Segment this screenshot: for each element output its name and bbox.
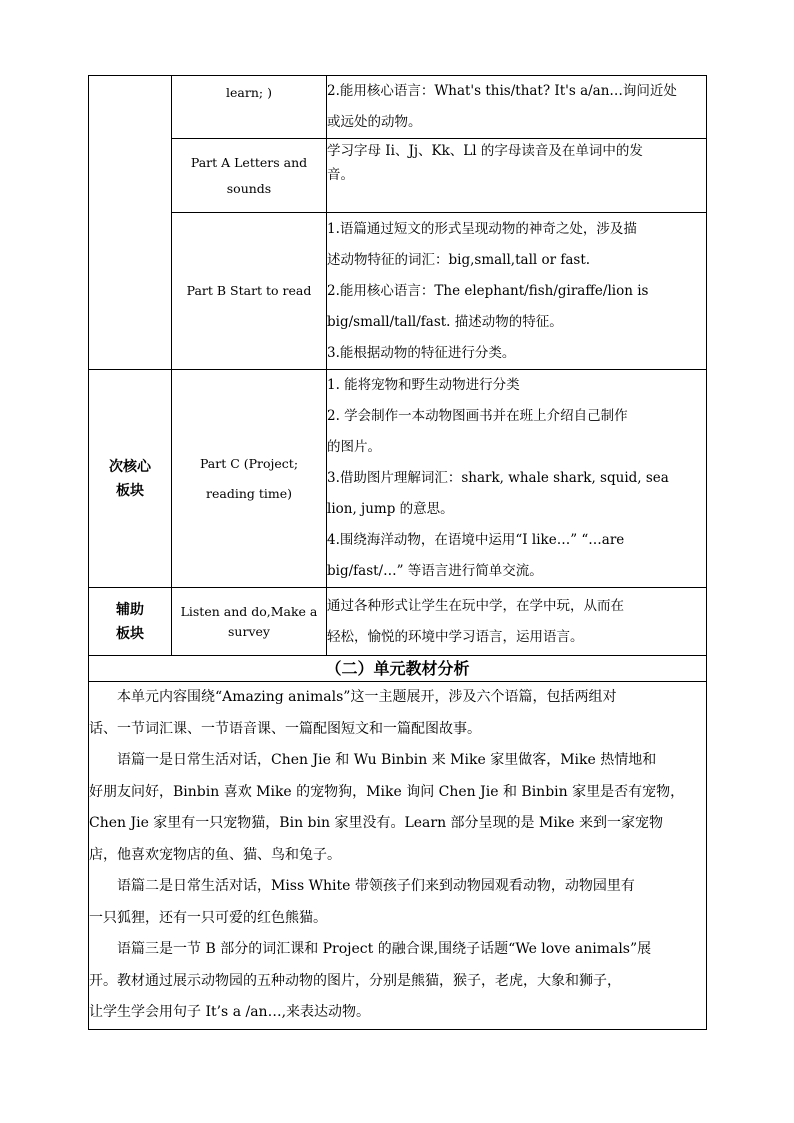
- block-label-cell: [89, 76, 172, 370]
- part-text: Listen and do,Make a: [180, 603, 318, 619]
- block-label: 板块: [116, 625, 144, 642]
- content-line: 音。: [327, 167, 354, 183]
- content-line: 3.能根据动物的特征进行分类。: [327, 344, 516, 361]
- content-cell: [327, 588, 707, 656]
- content-line: big/small/tall/fast. 描述动物的特征。: [327, 313, 563, 330]
- content-line: 4.围绕海洋动物，在语境中运用“I like…” “…are: [327, 532, 625, 548]
- paragraph-line: 语篇三是一节 B 部分的词汇课和 Project 的融合课,围绕子话题“We love animals”展: [117, 941, 652, 957]
- section-title: （二）单元教材分析: [89, 656, 707, 682]
- paragraph-line: 让学生学会用句子 It’s a /an…,来表达动物。: [89, 1004, 371, 1020]
- paragraph-line: 语篇二是日常生活对话，Miss White 带领孩子们来到动物园观看动物，动物园里有: [117, 878, 635, 894]
- paragraph-line: Chen Jie 家里有一只宠物猫，Bin bin 家里没有。Learn 部分呈现的是 Mike 来到一家宠物: [89, 815, 664, 831]
- paragraph-line: 开。教材通过展示动物园的五种动物的图片，分别是熊猫，猴子，老虎，大象和狮子，: [89, 972, 621, 989]
- table-row: [89, 682, 707, 1030]
- paragraph-line: 一只狐狸，还有一只可爱的红色熊猫。: [89, 909, 327, 926]
- content-cell: [327, 213, 707, 370]
- table-row: [89, 370, 707, 588]
- content-line: 1.语篇通过短文的形式呈现动物的神奇之处，涉及描: [327, 220, 637, 237]
- paragraph-line: 话、一节词汇课、一节语音课、一篇配图短文和一篇配图故事。: [89, 720, 481, 737]
- block-label-cell: [89, 588, 172, 656]
- block-label-cell: [89, 370, 172, 588]
- content-line: 3.借助图片理解词汇：shark, whale shark, squid, sea: [327, 470, 669, 486]
- content-line: lion, jump 的意思。: [327, 501, 454, 517]
- part-text: Part B Start to read: [186, 283, 312, 298]
- part-text: reading time): [206, 485, 292, 501]
- part-text: learn; ): [226, 85, 272, 100]
- content-line: 1. 能将宠物和野生动物进行分类: [327, 377, 520, 393]
- part-cell: [172, 370, 327, 588]
- part-cell: [172, 139, 327, 213]
- content-cell: [327, 76, 707, 139]
- content-line: 通过各种形式让学生在玩中学，在学中玩，从而在: [327, 597, 624, 614]
- document-page: [88, 75, 707, 1030]
- table-row: [89, 588, 707, 656]
- part-text: Part A Letters and: [190, 154, 308, 170]
- part-cell: [172, 76, 327, 139]
- part-cell: [172, 588, 327, 656]
- content-cell: [327, 139, 707, 213]
- content-line: 轻松，愉悦的环境中学习语言，运用语言。: [327, 628, 584, 645]
- part-text: Part C (Project;: [199, 455, 299, 471]
- paragraph-line: 本单元内容围绕“Amazing animals”这一主题展开，涉及六个语篇，包括两组对: [117, 689, 617, 705]
- table-row: [89, 139, 707, 213]
- content-line: 的图片。: [327, 439, 381, 455]
- analysis-cell: [89, 682, 707, 1030]
- analysis-paragraph: [89, 934, 706, 1029]
- part-text: survey: [228, 623, 270, 639]
- paragraph-line: 语篇一是日常生活对话，Chen Jie 和 Wu Binbin 来 Mike 家里做客，Mike 热情地和: [117, 752, 657, 768]
- unit-plan-table: [88, 75, 707, 1030]
- block-label: 次核心: [109, 458, 151, 475]
- content-line: big/fast/…” 等语言进行简单交流。: [327, 563, 543, 579]
- table-row: [89, 76, 707, 139]
- content-line: 学习字母 Ii、Jj、Kk、Ll 的字母读音及在单词中的发: [327, 143, 643, 159]
- analysis-paragraph: [89, 871, 706, 934]
- part-text: sounds: [226, 180, 272, 196]
- content-cell: [327, 370, 707, 588]
- part-cell: [172, 213, 327, 370]
- content-line: 2.能用核心语言：What's this/that? It's a/an…询问近处: [327, 83, 677, 99]
- block-label: 板块: [116, 482, 144, 499]
- table-row: [89, 656, 707, 682]
- paragraph-line: 店，他喜欢宠物店的鱼、猫、鸟和兔子。: [89, 846, 341, 863]
- table-row: [89, 213, 707, 370]
- analysis-paragraph: [89, 745, 706, 871]
- paragraph-line: 好朋友问好，Binbin 喜欢 Mike 的宠物狗，Mike 询问 Chen Jie 和 Binbin 家里是否有宠物，: [89, 783, 685, 800]
- content-line: 2.能用核心语言：The elephant/fish/giraffe/lion is: [327, 282, 649, 299]
- block-label: 辅助: [116, 601, 144, 618]
- content-line: 2. 学会制作一本动物图画书并在班上介绍自己制作: [327, 408, 628, 424]
- content-line: 或远处的动物。: [327, 114, 422, 130]
- analysis-paragraph: [89, 682, 706, 745]
- content-line: 述动物特征的词汇：big,small,tall or fast.: [327, 251, 591, 268]
